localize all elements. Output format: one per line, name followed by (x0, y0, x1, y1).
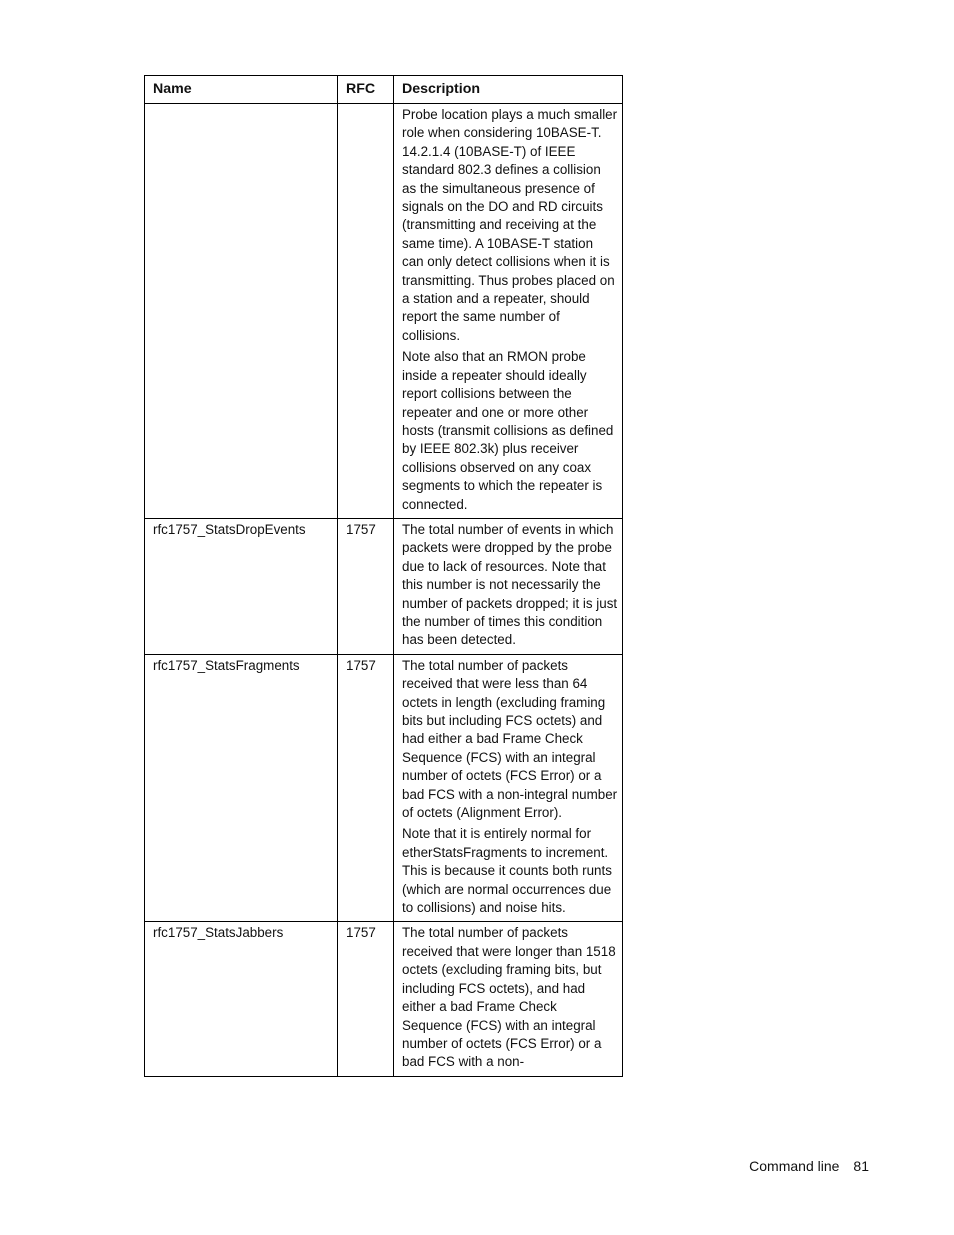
description-paragraph: Note also that an RMON probe inside a repeater should ideally report collisions between the repeater and one or more other hosts (transmit collisions as defined by IEEE 802.3k) plus receiver collisions observed on any coax segments to which the repeater is connected. (402, 349, 614, 512)
cell-rfc: 1757 (338, 654, 394, 922)
cell-name (145, 104, 338, 519)
cell-rfc (338, 104, 394, 519)
cell-name: rfc1757_StatsDropEvents (145, 518, 338, 654)
table-row (145, 922, 623, 1076)
footer-section-title: Command line (749, 1158, 840, 1174)
header-name: Name (145, 76, 338, 104)
table-row (145, 518, 623, 654)
cell-name: rfc1757_StatsFragments (145, 654, 338, 922)
page-footer (749, 1158, 869, 1174)
mib-table (144, 75, 623, 1077)
cell-description (394, 518, 623, 654)
description-paragraph: The total number of events in which packets were dropped by the probe due to lack of resources. Note that this number is not necessarily the number of packets dropped; it is just the number of times this condition has been detected. (402, 521, 618, 648)
header-description: Description (394, 76, 623, 104)
cell-rfc: 1757 (338, 922, 394, 1076)
description-paragraph: The total number of packets received that were longer than 1518 octets (excluding framing bits, but including FCS octets), and had either a bad Frame Check Sequence (FCS) with an integral number of octets (FCS Error) or a bad FCS with a non- (402, 925, 616, 1070)
description-paragraph: Probe location plays a much smaller role when considering 10BASE-T. 14.2.1.4 (10BASE-T) of IEEE standard 802.3 defines a collision as the simultaneous presence of signals on the DO and RD circuits (transmitting and receiving at the same time). A 10BASE-T station can only detect collisions when it is transmitting. Thus probes placed on a station and a repeater, should report the same number of collisions. (402, 107, 618, 343)
header-rfc: RFC (338, 76, 394, 104)
cell-description (394, 654, 623, 922)
description-paragraph: Note that it is entirely normal for etherStatsFragments to increment. This is because it counts both runts (which are normal occurrences due to collisions) and noise hits. (402, 826, 612, 916)
table-row (145, 654, 623, 922)
page-number: 81 (853, 1158, 869, 1174)
cell-name: rfc1757_StatsJabbers (145, 922, 338, 1076)
table-header-row (145, 76, 623, 104)
description-paragraph: The total number of packets received that were less than 64 octets in length (excluding framing bits but including FCS octets) and had either a bad Frame Check Sequence (FCS) with an integral number of octets (FCS Error) or a bad FCS with a non-integral number of octets (Alignment Error). (402, 657, 618, 821)
cell-rfc: 1757 (338, 518, 394, 654)
table-row (145, 104, 623, 519)
cell-description (394, 922, 623, 1076)
cell-description (394, 104, 623, 519)
